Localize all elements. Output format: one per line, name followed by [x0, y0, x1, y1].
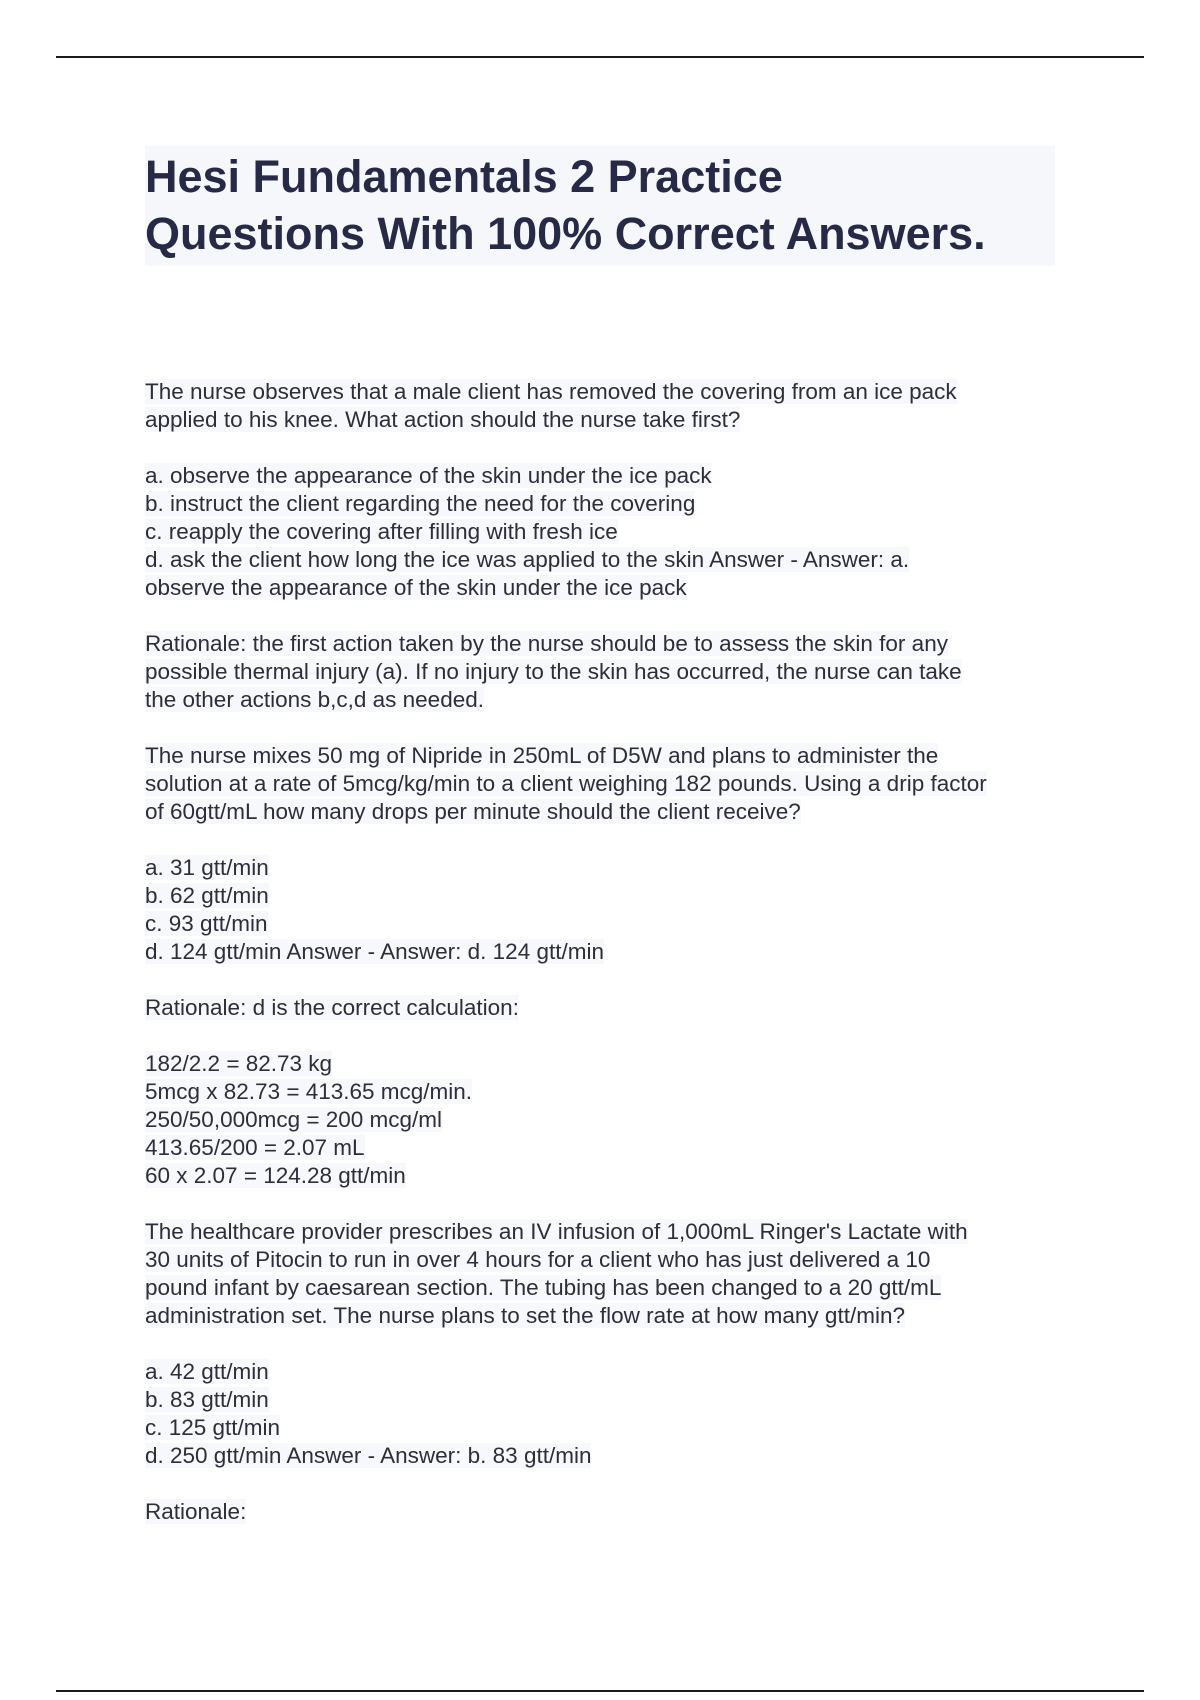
option-line: d. ask the client how long the ice was applied to the skin Answer - Answer: a. — [145, 547, 910, 572]
question-1-rationale — [145, 630, 1055, 714]
title-line: Questions With 100% Correct Answers. — [145, 208, 986, 259]
text-line: The nurse observes that a male client has removed the covering from an ice pack — [145, 379, 957, 404]
text-line: 30 units of Pitocin to run in over 4 hours for a client who has just delivered a 10 — [145, 1247, 931, 1272]
question-3-rationale — [145, 1498, 1055, 1526]
calc-line: 413.65/200 = 2.07 mL — [145, 1135, 365, 1160]
text-line: the other actions b,c,d as needed. — [145, 687, 484, 712]
option-line: b. instruct the client regarding the need for the covering — [145, 491, 696, 516]
option-line: c. 93 gtt/min — [145, 911, 268, 936]
bottom-rule — [56, 1690, 1144, 1692]
option-line: b. 83 gtt/min — [145, 1387, 269, 1412]
page-title — [145, 146, 1055, 266]
question-2-options — [145, 854, 1055, 966]
option-line: b. 62 gtt/min — [145, 883, 269, 908]
text-line: Rationale: — [145, 1499, 247, 1524]
calc-line: 250/50,000mcg = 200 mcg/ml — [145, 1107, 443, 1132]
page-content — [145, 146, 1055, 1554]
option-line: c. 125 gtt/min — [145, 1415, 281, 1440]
option-line: c. reapply the covering after filling with fresh ice — [145, 519, 618, 544]
text-line: The healthcare provider prescribes an IV infusion of 1,000mL Ringer's Lactate with — [145, 1219, 968, 1244]
calc-line: 5mcg x 82.73 = 413.65 mcg/min. — [145, 1079, 473, 1104]
text-line: Rationale: the first action taken by the nurse should be to assess the skin for any — [145, 631, 948, 656]
option-line: observe the appearance of the skin under the ice pack — [145, 575, 687, 600]
question-2-rationale — [145, 994, 1055, 1022]
question-2-stem — [145, 742, 1055, 826]
text-line: The nurse mixes 50 mg of Nipride in 250mL of D5W and plans to administer the — [145, 743, 939, 768]
text-line: pound infant by caesarean section. The tubing has been changed to a 20 gtt/mL — [145, 1275, 942, 1300]
option-line: a. 31 gtt/min — [145, 855, 269, 880]
option-line: a. 42 gtt/min — [145, 1359, 269, 1384]
question-3-stem — [145, 1218, 1055, 1330]
text-line: Rationale: d is the correct calculation: — [145, 995, 519, 1020]
calc-line: 60 x 2.07 = 124.28 gtt/min — [145, 1163, 406, 1188]
title-line: Hesi Fundamentals 2 Practice — [145, 151, 783, 202]
question-1-options — [145, 462, 1055, 602]
text-line: possible thermal injury (a). If no injury to the skin has occurred, the nurse can take — [145, 659, 962, 684]
text-line: of 60gtt/mL how many drops per minute should the client receive? — [145, 799, 801, 824]
text-line: applied to his knee. What action should the nurse take first? — [145, 407, 741, 432]
calc-line: 182/2.2 = 82.73 kg — [145, 1051, 333, 1076]
text-line: administration set. The nurse plans to set the flow rate at how many gtt/min? — [145, 1303, 905, 1328]
option-line: a. observe the appearance of the skin under the ice pack — [145, 463, 712, 488]
top-rule — [56, 56, 1144, 58]
question-3-options — [145, 1358, 1055, 1470]
text-line: solution at a rate of 5mcg/kg/min to a client weighing 182 pounds. Using a drip factor — [145, 771, 987, 796]
question-2-calculation — [145, 1050, 1055, 1190]
question-body — [145, 378, 1055, 1526]
question-1-stem — [145, 378, 1055, 434]
option-line: d. 124 gtt/min Answer - Answer: d. 124 gtt/min — [145, 939, 604, 964]
option-line: d. 250 gtt/min Answer - Answer: b. 83 gtt/min — [145, 1443, 592, 1468]
